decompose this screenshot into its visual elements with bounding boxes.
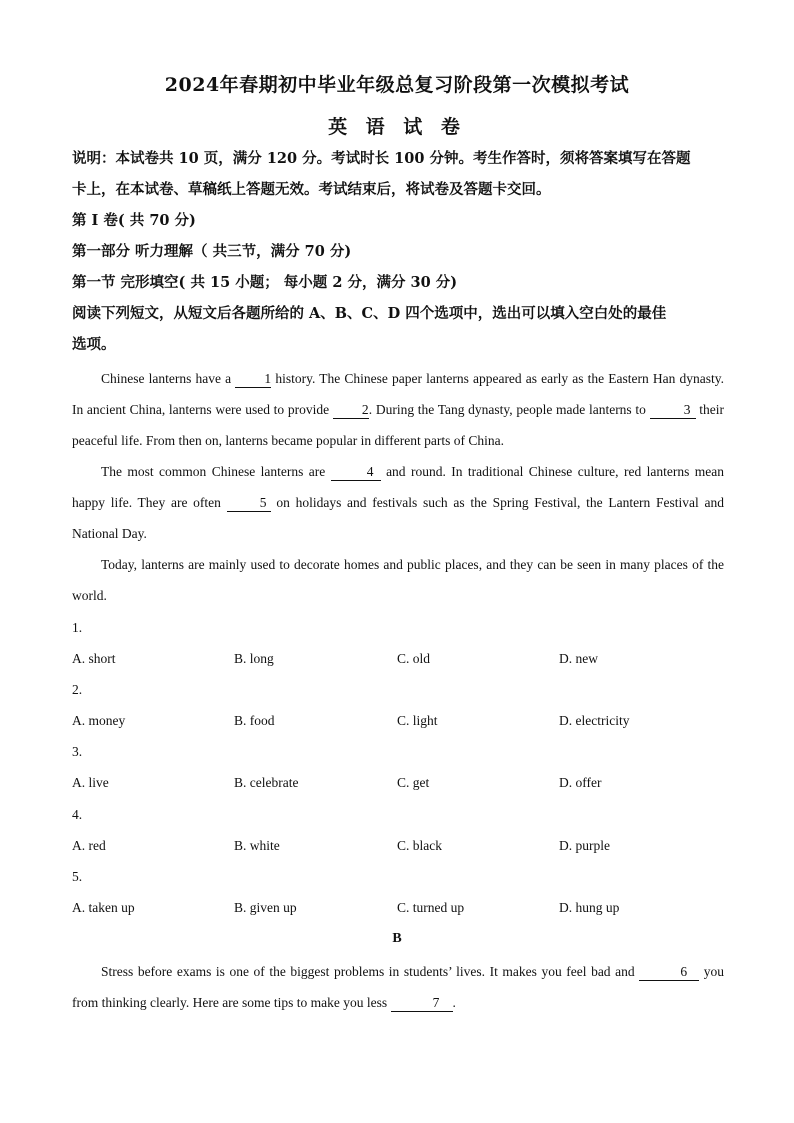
blank-6: 6 xyxy=(639,964,699,981)
exam-subtitle: 英 语 试 卷 xyxy=(328,116,466,138)
option-3-c: C. get xyxy=(397,775,430,790)
question-number-2: 2. xyxy=(72,682,83,697)
instructions-block xyxy=(72,143,724,360)
blank-3: 3 xyxy=(650,402,696,419)
text-segment: on holidays and festivals such as the Spring Festival, the Lantern Festival and National Day. xyxy=(72,495,724,541)
option-5-a: A. taken up xyxy=(72,900,135,915)
question-number-1: 1. xyxy=(72,620,83,635)
question-number-4: 4. xyxy=(72,807,83,822)
option-1-c: C. old xyxy=(397,651,431,666)
passage-a-paragraph-3: Today, lanterns are mainly used to decorate homes and public places, and they can be seen in many places of the world. xyxy=(72,557,724,603)
option-2-a: A. money xyxy=(72,713,126,728)
passage-a xyxy=(72,363,724,611)
instructions-line-1: 说明：本试卷共 10 页，满分 120 分。考试时长 100 分钟。考生作答时，须将答案填写在答题 xyxy=(72,150,691,167)
section-b-label: B xyxy=(392,931,402,946)
blank-4: 4 xyxy=(331,464,381,481)
text-segment: . xyxy=(452,995,456,1010)
option-5-c: C. turned up xyxy=(397,900,465,915)
part-heading: 第一部分 听力理解（ 共三节，满分 70 分) xyxy=(72,243,352,260)
directions-line-2: 选项。 xyxy=(72,336,116,353)
passage-a-paragraph-1 xyxy=(72,363,724,456)
option-5-d: D. hung up xyxy=(559,900,620,915)
section-heading: 第一节 完形填空( 共 15 小题； 每小题 2 分，满分 30 分) xyxy=(72,274,458,291)
exam-title: 2024年春期初中毕业年级总复习阶段第一次模拟考试 xyxy=(164,74,630,96)
text-segment: Stress before exams is one of the biggest problems in students’ lives. It makes you feel bad and xyxy=(101,964,640,979)
text-segment: their peaceful life. From then on, lanterns became popular in different parts of China. xyxy=(72,402,724,448)
option-1-d: D. new xyxy=(559,651,598,666)
blank-2: 2 xyxy=(333,402,369,419)
passage-b xyxy=(72,956,724,1018)
option-2-c: C. light xyxy=(397,713,438,728)
option-4-b: B. white xyxy=(234,838,280,853)
option-1-b: B. long xyxy=(234,651,274,666)
option-5-b: B. given up xyxy=(234,900,297,915)
option-4-a: A. red xyxy=(72,838,106,853)
question-number-3: 3. xyxy=(72,744,83,759)
text-segment: . During the Tang dynasty, people made lanterns to xyxy=(368,402,650,417)
option-3-b: B. celebrate xyxy=(234,775,299,790)
text-segment: you from thinking clearly. Here are some tips to make you less xyxy=(72,964,725,1010)
passage-a-paragraph-2 xyxy=(72,456,724,549)
passage-b-paragraph-1 xyxy=(72,956,724,1018)
blank-5: 5 xyxy=(227,495,271,512)
blank-7: 7 xyxy=(391,995,453,1012)
text-segment: and round. In traditional Chinese culture, red lanterns mean happy life. They are often xyxy=(72,464,724,510)
directions-line-1: 阅读下列短文，从短文后各题所给的 A、B、C、D 四个选项中，选出可以填入空白处的最佳 xyxy=(72,305,667,322)
option-3-d: D. offer xyxy=(559,775,602,790)
question-number-5: 5. xyxy=(72,869,83,884)
option-3-a: A. live xyxy=(72,775,109,790)
blank-1: 1 xyxy=(235,371,271,388)
instructions-line-2: 卡上，在本试卷、草稿纸上答题无效。考试结束后，将试卷及答题卡交回。 xyxy=(72,181,551,198)
text-segment: history. The Chinese paper lanterns appeared as early as the Eastern Han dynasty. In ancient China, lanterns were used to provide xyxy=(72,371,725,417)
option-2-d: D. electricity xyxy=(559,713,630,728)
option-4-d: D. purple xyxy=(559,838,610,853)
text-segment: Chinese lanterns have a xyxy=(101,371,236,386)
volume-heading: 第 I 卷( 共 70 分) xyxy=(72,212,196,229)
option-1-a: A. short xyxy=(72,651,116,666)
text-segment: The most common Chinese lanterns are xyxy=(101,464,331,479)
option-2-b: B. food xyxy=(234,713,275,728)
option-4-c: C. black xyxy=(397,838,442,853)
